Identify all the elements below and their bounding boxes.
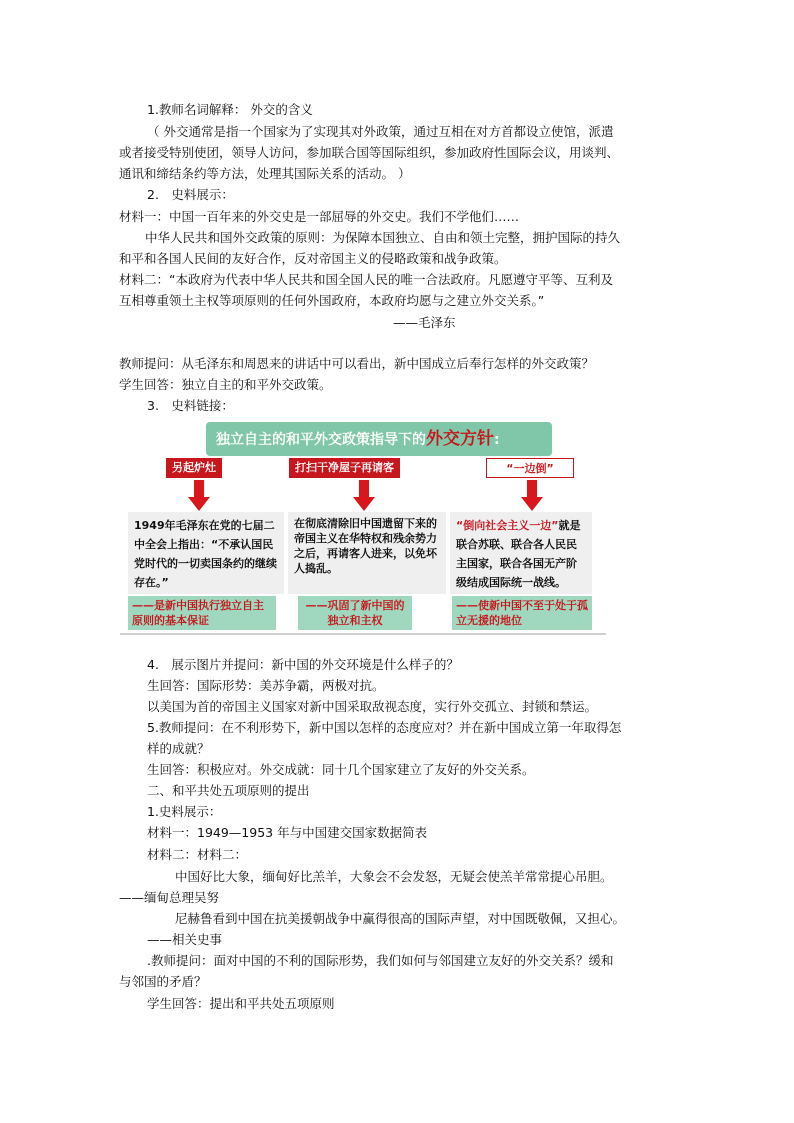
tag-clean-house: 打扫干净屋子再请客: [289, 458, 400, 478]
item-3-heading: 3. 史料链接：: [147, 398, 234, 413]
quote-line: 尼赫鲁看到中国在抗美援朝战争中赢得很高的国际声望，对中国既敬佩，又担心。: [175, 911, 626, 926]
material-one-line: 材料一：中国一百年来的外交史是一部屈辱的外交史。我们不学他们……: [119, 209, 520, 224]
material-two-line: 互相尊重领土主权等项原则的任何外国政府，本政府均愿与之建立外交关系。”: [119, 293, 545, 308]
item-2-heading: 2. 史料展示：: [147, 187, 234, 202]
diplomatic-policy-figure: [120, 418, 606, 638]
item-4-heading: 4. 展示图片并提问：新中国的外交环境是什么样子的？: [147, 657, 459, 672]
student-answer: 生回答：国际形势：美苏争霸，两极对抗。: [147, 678, 385, 693]
diplomacy-definition-line: （ 外交通常是指一个国家为了实现其对外政策，通过互相在对方首都设立使馆，派遣: [147, 124, 614, 139]
conclusion-clean-house: ——巩固了新中国的独立和主权: [298, 596, 412, 630]
quote-attribution: ——缅甸总理吴努: [119, 890, 220, 905]
banner-highlight: 外交方针: [426, 429, 494, 449]
figure-bottom-divider: [120, 633, 606, 635]
box-new-start: 1949年毛泽东在党的七届二中全会上指出：“不承认国民党时代的一切卖国条约的继续存在。”: [128, 512, 284, 594]
conclusion-new-start: ——是新中国执行独立自主原则的基本保证: [128, 596, 276, 630]
conclusion-lean-to-one-side: ——使新中国不至于处于孤立无援的地位: [452, 596, 592, 630]
material-two-line: 材料二：“本政府为代表中华人民共和国全国人民的唯一合法政府。凡愿遵守平等、互利及: [119, 272, 613, 287]
box-clean-house: 在彻底清除旧中国遗留下来的帝国主义在华特权和残余势力之后，再请客人进来，以免坏人捣乱。: [288, 512, 446, 594]
student-answer: 生回答：积极应对。外交成就：同十几个国家建立了友好的外交关系。: [147, 762, 535, 777]
material-one-line: 材料一：1949—1953 年与中国建交国家数据简表: [147, 825, 428, 840]
teacher-question: .教师提问：面对中国的不利的国际形势，我们如何与邻国建立友好的外交关系？缓和: [147, 953, 614, 968]
material-two-line: 材料二：材料二：: [147, 847, 248, 862]
figure-banner: 独立自主的和平外交政策指导下的外交方针:: [206, 422, 552, 456]
student-answer: 学生回答：提出和平共处五项原则: [147, 996, 335, 1011]
teacher-question: 与邻国的矛盾？: [119, 974, 207, 989]
section-two-heading: 二、和平共处五项原则的提出: [147, 783, 310, 798]
sub-heading: 1.史料展示：: [147, 804, 222, 819]
teacher-question: 教师提问：从毛泽东和周恩来的讲话中可以看出，新中国成立后奉行怎样的外交政策？: [119, 356, 595, 371]
item-5-question: 样的成就？: [147, 741, 210, 756]
context-line: 以美国为首的帝国主义国家对新中国采取敌视态度，实行外交孤立、封锁和禁运。: [147, 699, 598, 714]
diplomacy-definition-line: 或者接受特别使团，领导人访问，参加联合国等国际组织，参加政府性国际会议，用谈判、: [119, 145, 620, 160]
quote-attribution: ——相关史事: [147, 932, 223, 947]
box-lean-to-one-side: “倒向社会主义一边”就是联合苏联、联合各人民民主国家，联合各国无产阶级结成国际统一战线。: [450, 512, 592, 594]
quote-line: 中国好比大象，缅甸好比羔羊，大象会不会发怒，无疑会使羔羊常常提心吊胆。: [175, 869, 613, 884]
item-5-question: 5.教师提问：在不利形势下，新中国以怎样的态度应对？并在新中国成立第一年取得怎: [147, 720, 622, 735]
diplomacy-definition-line: 通讯和缔结条约等方法，处理其国际关系的活动。 ）: [119, 166, 411, 181]
principle-line: 中华人民共和国外交政策的原则：为保障本国独立、自由和领土完整，拥护国际的持久: [145, 230, 621, 245]
student-answer: 学生回答：独立自主的和平外交政策。: [119, 377, 332, 392]
item-1-heading: 1.教师名词解释： 外交的含义: [147, 102, 313, 117]
tag-new-start: 另起炉灶: [166, 458, 222, 478]
principle-line: 和平和各国人民间的友好合作，反对帝国主义的侵略政策和战争政策。: [119, 251, 507, 266]
quote-attribution: ——毛泽东: [393, 315, 456, 330]
tag-lean-to-one-side: “一边倒”: [486, 458, 574, 478]
